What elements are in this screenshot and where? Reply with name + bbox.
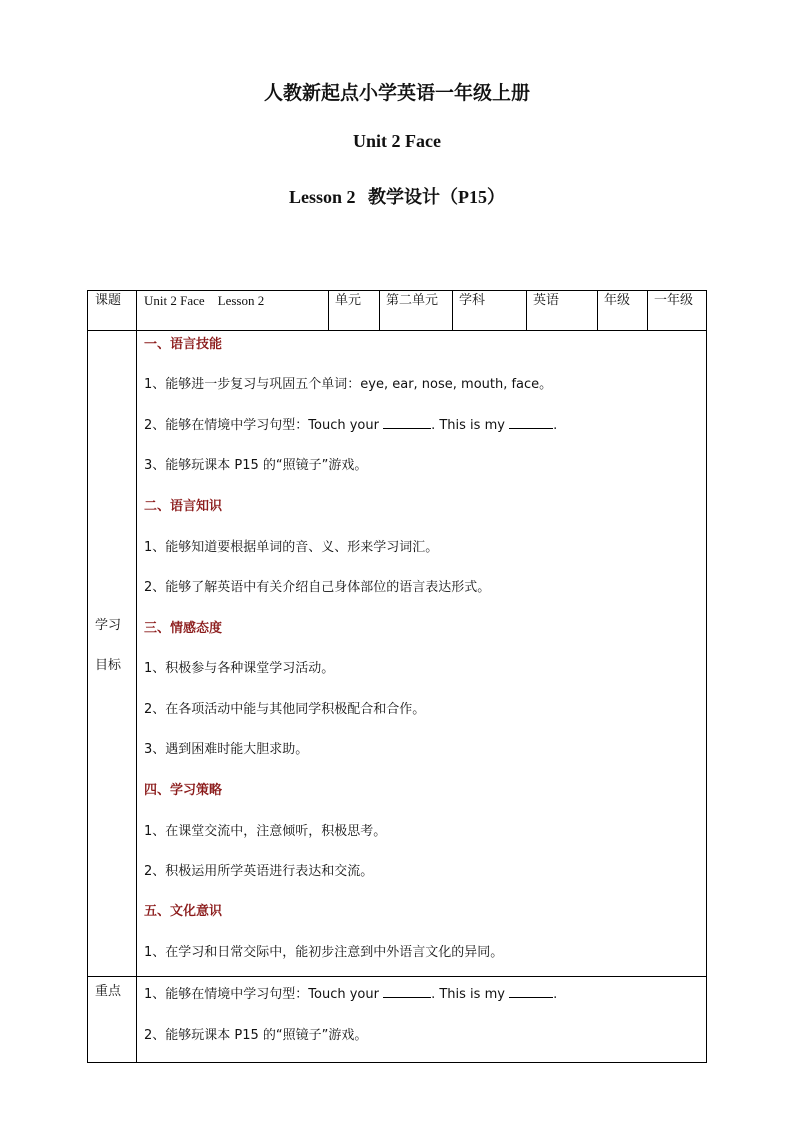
goal-item: 3、遇到困难时能大胆求助。 bbox=[144, 742, 309, 757]
goal-item: 1、在学习和日常交际中，能初步注意到中外语言文化的异同。 bbox=[144, 945, 504, 960]
goals-label-line1: 学习 bbox=[95, 618, 122, 633]
goal-item: 3、能够玩课本 P15 的“照镜子”游戏。 bbox=[144, 458, 368, 473]
table-border-left bbox=[87, 290, 88, 1063]
goal-item bbox=[144, 414, 557, 433]
table-divider bbox=[597, 290, 598, 331]
goals-label-line2: 目标 bbox=[95, 658, 122, 673]
table-border-top bbox=[87, 290, 707, 291]
doc-title: 人教新起点小学英语一年级上册 bbox=[263, 82, 530, 104]
section-heading-knowledge: 二、语言知识 bbox=[144, 499, 223, 514]
table-divider bbox=[136, 290, 137, 1063]
goal-item: 2、积极运用所学英语进行表达和交流。 bbox=[144, 864, 374, 879]
lesson-number: Lesson 2 bbox=[288, 187, 356, 207]
unit-title: Unit 2 Face bbox=[353, 131, 441, 151]
goal-item: 1、积极参与各种课堂学习活动。 bbox=[144, 661, 335, 676]
lesson-title bbox=[0, 183, 794, 209]
section-heading-strategy: 四、学习策略 bbox=[144, 783, 223, 798]
table-divider bbox=[379, 290, 380, 331]
table-divider bbox=[87, 330, 707, 331]
goal-item: 2、能够了解英语中有关介绍自己身体部位的语言表达形式。 bbox=[144, 580, 491, 595]
goal-item: 2、在各项活动中能与其他同学积极配合和合作。 bbox=[144, 702, 426, 717]
grade-value: 一年级 bbox=[654, 293, 694, 308]
label-unit: 单元 bbox=[335, 293, 362, 308]
goal-item: 1、在课堂交流中，注意倾听，积极思考。 bbox=[144, 824, 387, 839]
key-point-text: . This is my bbox=[431, 987, 510, 1002]
fill-blank bbox=[509, 987, 553, 998]
goal-text: 2、能够在情境中学习句型：Touch your bbox=[144, 418, 384, 433]
table-divider bbox=[452, 290, 453, 331]
fill-blank bbox=[383, 418, 431, 429]
table-divider bbox=[328, 290, 329, 331]
lesson-page: P15 bbox=[458, 187, 488, 207]
table-border-right bbox=[706, 290, 707, 1063]
key-point-item: 2、能够玩课本 P15 的“照镜子”游戏。 bbox=[144, 1028, 368, 1043]
table-divider bbox=[87, 976, 707, 977]
label-grade: 年级 bbox=[604, 293, 631, 308]
subject-value: 英语 bbox=[533, 293, 560, 308]
section-heading-skills: 一、语言技能 bbox=[144, 337, 223, 352]
section-heading-attitude: 三、情感态度 bbox=[144, 621, 223, 636]
label-subject: 学科 bbox=[459, 293, 486, 308]
fill-blank bbox=[383, 987, 431, 998]
table-divider bbox=[647, 290, 648, 331]
key-point-item bbox=[144, 983, 557, 1002]
key-points-label: 重点 bbox=[95, 984, 122, 999]
table-divider bbox=[526, 290, 527, 331]
table-border-bottom bbox=[87, 1062, 707, 1063]
fill-blank bbox=[509, 418, 553, 429]
key-point-text: . bbox=[553, 987, 558, 1002]
unit-value: 第二单元 bbox=[386, 293, 439, 308]
section-heading-culture: 五、文化意识 bbox=[144, 904, 223, 919]
goal-text: . This is my bbox=[431, 418, 510, 433]
goal-item: 1、能够知道要根据单词的音、义、形来学习词汇。 bbox=[144, 540, 439, 555]
label-topic: 课题 bbox=[95, 293, 122, 308]
key-point-text: 1、能够在情境中学习句型：Touch your bbox=[144, 987, 384, 1002]
lesson-subtitle: 教学设计（ bbox=[368, 187, 459, 208]
topic-value: Unit 2 Face Lesson 2 bbox=[144, 293, 265, 308]
goal-text: . bbox=[553, 418, 558, 433]
lesson-close: ） bbox=[487, 187, 506, 208]
goal-item: 1、能够进一步复习与巩固五个单词：eye, ear, nose, mouth, face。 bbox=[144, 377, 553, 392]
